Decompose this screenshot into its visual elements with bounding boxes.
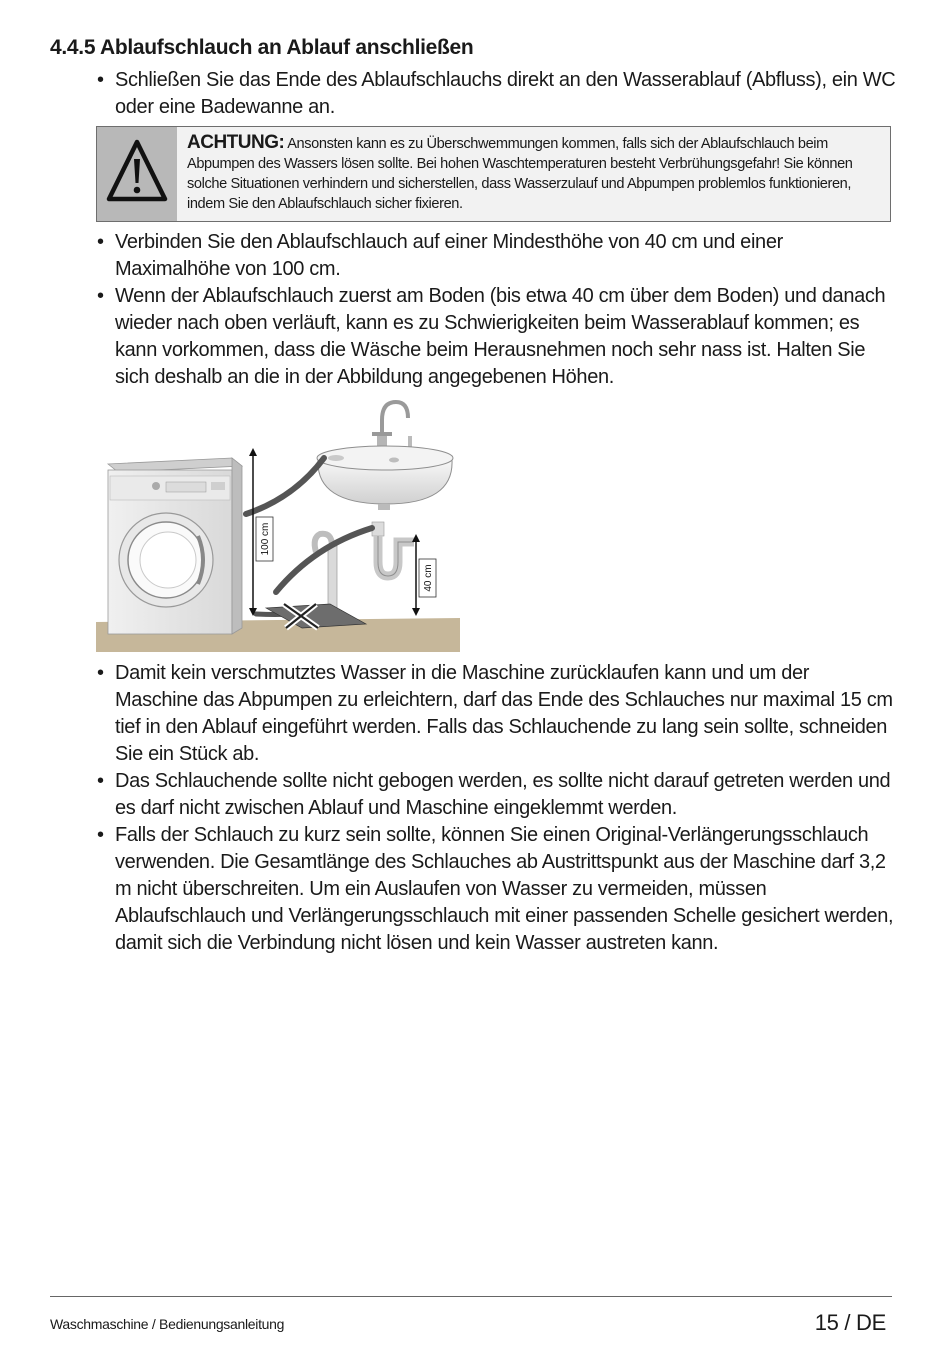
list-item-text: Wenn der Ablaufschlauch zuerst am Boden (bis etwa 40 cm über dem Boden) und danach wieder nach oben verläuft, kann es zu Schwierigkeiten beim Wasserablauf kommen; es kann vorkommen, dass die Wäsche beim Herausnehmen noch sehr nass ist. Halten Sie sich deshalb an die in der Abbildung angegebenen Höhen.	[115, 285, 886, 388]
list-item	[96, 768, 896, 822]
footer-divider	[50, 1296, 892, 1297]
footer-page-number: 15 / DE	[814, 1310, 886, 1335]
bullet-marker: •	[97, 285, 104, 307]
list-item-text: Das Schlauchende sollte nicht gebogen werden, es sollte nicht darauf getreten werden und es darf nicht zwischen Ablauf und Maschine eingeklemmt werden.	[115, 770, 891, 819]
list-item-text: Verbinden Sie den Ablaufschlauch auf einer Mindesthöhe von 40 cm und einer Maximalhöhe von 100 cm.	[115, 231, 783, 280]
bullet-marker: •	[97, 824, 104, 846]
sink	[317, 402, 453, 510]
footer-doc-title: Waschmaschine / Bedienungsanleitung	[50, 1316, 285, 1332]
warning-body: Ansonsten kann es zu Überschwemmungen kommen, falls sich der Ablaufschlauch beim Abpumpen des Wassers lösen sollte. Bei hohen Waschtemperaturen besteht Verbrühungsgefahr! Sie können solche Situationen verhindern und sicherstellen, dass Wasserzulauf und Abpumpen problemlos funktionieren, indem Sie den Ablaufschlauch sicher fixieren.	[187, 136, 853, 212]
drain-height-figure	[96, 396, 466, 657]
washing-machine	[108, 458, 242, 634]
bullet-marker: •	[97, 231, 104, 253]
drain-hose-low	[276, 528, 372, 592]
list-item	[96, 822, 896, 957]
bullet-marker: •	[97, 770, 104, 792]
warning-box	[96, 126, 891, 222]
warning-label: ACHTUNG:	[187, 132, 285, 153]
drain-illustration	[96, 396, 466, 652]
warning-text	[187, 133, 887, 214]
bullet-list-middle	[96, 229, 896, 391]
dimension-label-max: 100 cm	[260, 522, 271, 556]
list-item	[96, 67, 896, 121]
warning-triangle-icon	[105, 137, 169, 207]
bullet-list-top	[96, 67, 896, 121]
warning-icon-panel	[97, 127, 177, 221]
list-item-text: Falls der Schlauch zu kurz sein sollte, können Sie einen Original-Verlängerungsschlauch verwenden. Die Gesamtlänge des Schlauches ab Austrittspunkt aus der Maschine darf 3,2 m nicht überschreiten. Um ein Auslaufen von Wasser zu vermeiden, müssen Ablaufschlauch und Verlängerungsschlauch mit einer passenden Schelle gesichert werden, damit sich die Verbindung nicht lösen und kein Wasser austreten kann.	[115, 824, 894, 954]
bullet-marker: •	[97, 662, 104, 684]
list-item	[96, 283, 896, 391]
section-heading: 4.4.5 Ablaufschlauch an Ablauf anschließen	[50, 36, 474, 59]
sink-siphon	[372, 522, 414, 576]
dimension-label-min: 40 cm	[423, 564, 434, 592]
list-item	[96, 660, 896, 768]
bullet-list-bottom	[96, 660, 896, 957]
drain-hose-high	[246, 458, 324, 514]
list-item-text: Schließen Sie das Ende des Ablaufschlauchs direkt an den Wasserablauf (Abfluss), ein WC oder eine Badewanne an.	[115, 69, 896, 118]
list-item	[96, 229, 896, 283]
list-item-text: Damit kein verschmutztes Wasser in die Maschine zurücklaufen kann und um der Maschine das Abpumpen zu erleichtern, darf das Ende des Schlauches nur maximal 15 cm tief in den Ablauf eingeführt werden. Falls das Schlauchende zu lang sein sollte, schneiden Sie ein Stück ab.	[115, 662, 893, 765]
bullet-marker: •	[97, 69, 104, 91]
